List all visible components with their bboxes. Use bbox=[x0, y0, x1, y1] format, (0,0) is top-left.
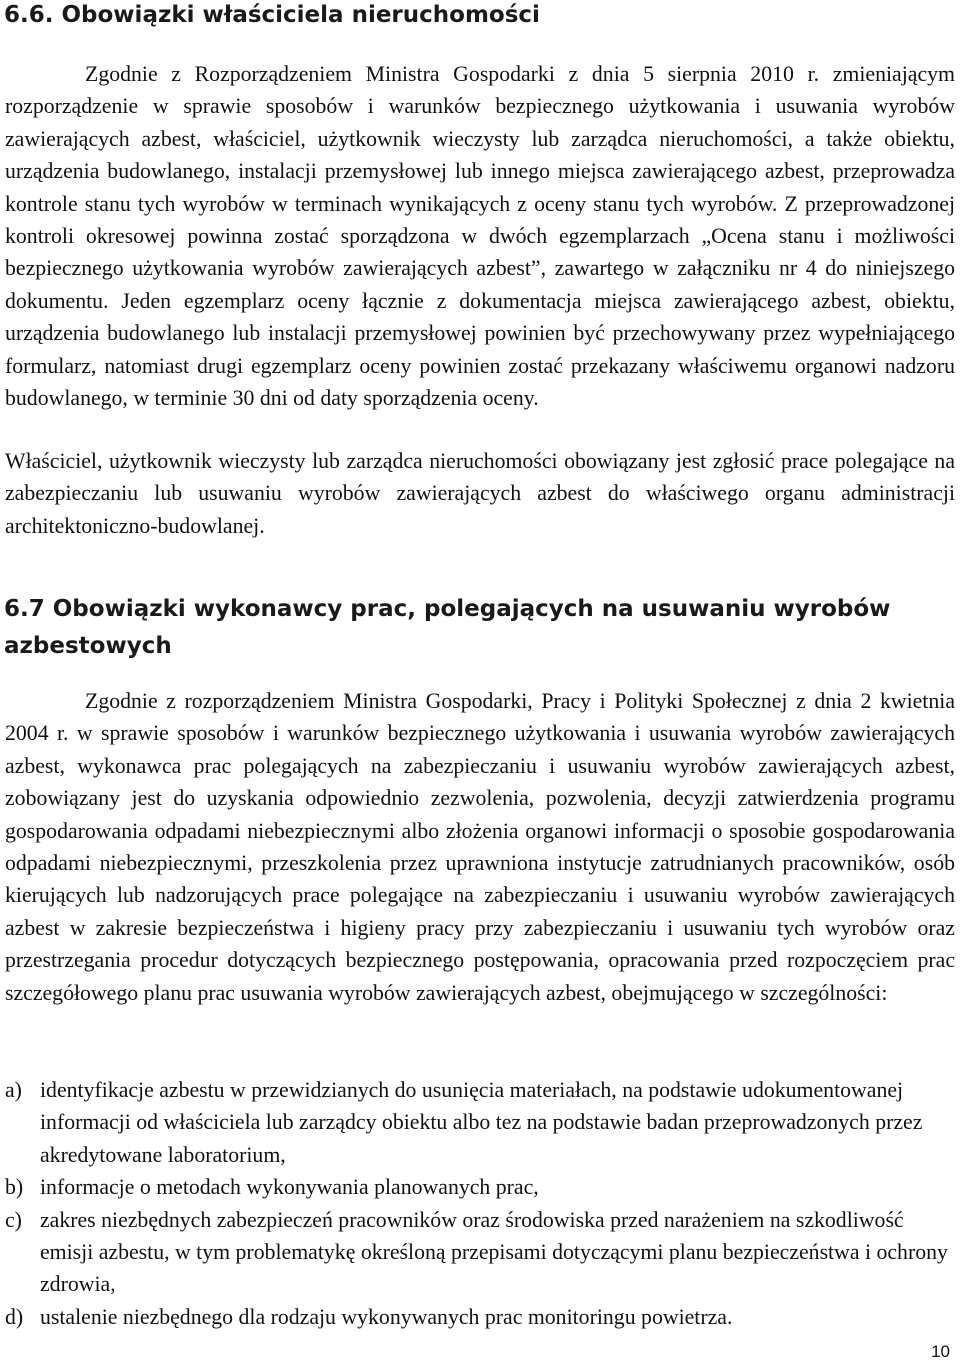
list-item-text: informacje o metodach wykonywania planowanych prac, bbox=[40, 1175, 539, 1200]
section-6-7-heading: 6.7 Obowiązki wykonawcy prac, polegających na usuwaniu wyrobów azbestowych bbox=[4, 596, 891, 659]
list-item bbox=[5, 1074, 955, 1171]
list-marker: d) bbox=[5, 1304, 24, 1329]
requirements-list bbox=[5, 1074, 955, 1333]
page-number: 10 bbox=[931, 1342, 950, 1361]
list-marker: c) bbox=[5, 1207, 22, 1232]
section-6-6-paragraph-1: Zgodnie z Rozporządzeniem Ministra Gospodarki z dnia 5 sierpnia 2010 r. zmieniającym rozporządzenie w sprawie sposobów i warunków bezpiecznego użytkowania i usuwania wyrobów zawierających azbest, właściciel, użytkownik wieczysty lub zarządca nieruchomości, a także obiektu, urządzenia budowlanego, instalacji przemysłowej lub innego miejsca zawierającego azbest, przeprowadza kontrole stanu tych wyrobów w terminach wynikających z oceny stanu tych wyrobów. Z przeprowadzonej kontroli okresowej powinna zostać sporządzona w dwóch egzemplarzach „Ocena stanu i możliwości bezpiecznego użytkowania wyrobów zawierających azbest”, zawartego w załączniku nr 4 do niniejszego dokumentu. Jeden egzemplarz oceny łącznie z dokumentacja miejsca zawierającego azbest, obiektu, urządzenia budowlanego lub instalacji przemysłowej powinien być przechowywany przez wypełniającego formularz, natomiast drugi egzemplarz oceny powinien zostać przekazany właściwemu organowi nadzoru budowlanego, w terminie 30 dni od daty sporządzenia oceny. bbox=[5, 62, 955, 411]
section-6-7-paragraph-1: Zgodnie z rozporządzeniem Ministra Gospodarki, Pracy i Polityki Społecznej z dnia 2 kwietnia 2004 r. w sprawie sposobów i warunków bezpiecznego użytkowania i usuwania wyrobów zawierających azbest, wykonawca prac polegających na zabezpieczaniu i usuwaniu wyrobów zawierających azbest, zobowiązany jest do uzyskania odpowiednio zezwolenia, pozwolenia, decyzji zatwierdzenia programu gospodarowania odpadami niebezpiecznymi albo złożenia organowi informacji o sposobie gospodarowania odpadami niebezpiecznymi, przeszkolenia przez uprawniona instytucje zatrudnianych pracowników, osób kierujących lub nadzorujących prace polegające na zabezpieczaniu i usuwaniu wyrobów zawierających azbest w zakresie bezpieczeństwa i higieny pracy przy zabezpieczaniu i usuwaniu tych wyrobów oraz przestrzegania procedur dotyczących bezpiecznego postępowania, opracowania przed rozpoczęciem prac szczegółowego planu prac usuwania wyrobów zawierających azbest, obejmującego w szczególności: bbox=[5, 689, 955, 1005]
section-6-6-heading: 6.6. Obowiązki właściciela nieruchomości bbox=[4, 2, 540, 28]
list-item bbox=[5, 1171, 955, 1203]
list-item bbox=[5, 1301, 955, 1333]
list-item-text: identyfikacje azbestu w przewidzianych do usunięcia materiałach, na podstawie udokumentowanej informacji od właściciela lub zarządcy obiektu albo tez na podstawie badan przeprowadzonych przez akredytowane laboratorium, bbox=[40, 1078, 923, 1167]
list-item-text: ustalenie niezbędnego dla rodzaju wykonywanych prac monitoringu powietrza. bbox=[40, 1304, 733, 1329]
list-item-text: zakres niezbędnych zabezpieczeń pracowników oraz środowiska przed narażeniem na szkodliwość emisji azbestu, w tym problematykę określoną przepisami dotyczącymi planu bezpieczeństwa i ochrony zdrowia, bbox=[40, 1207, 948, 1297]
list-marker: a) bbox=[5, 1078, 22, 1102]
list-marker: b) bbox=[5, 1175, 24, 1200]
list-item bbox=[5, 1204, 955, 1301]
section-6-6-paragraph-2: Właściciel, użytkownik wieczysty lub zarządca nieruchomości obowiązany jest zgłosić prace polegające na zabezpieczaniu lub usuwaniu wyrobów zawierających azbest do właściwego organu administracji architektoniczno-budowlanej. bbox=[5, 449, 955, 538]
